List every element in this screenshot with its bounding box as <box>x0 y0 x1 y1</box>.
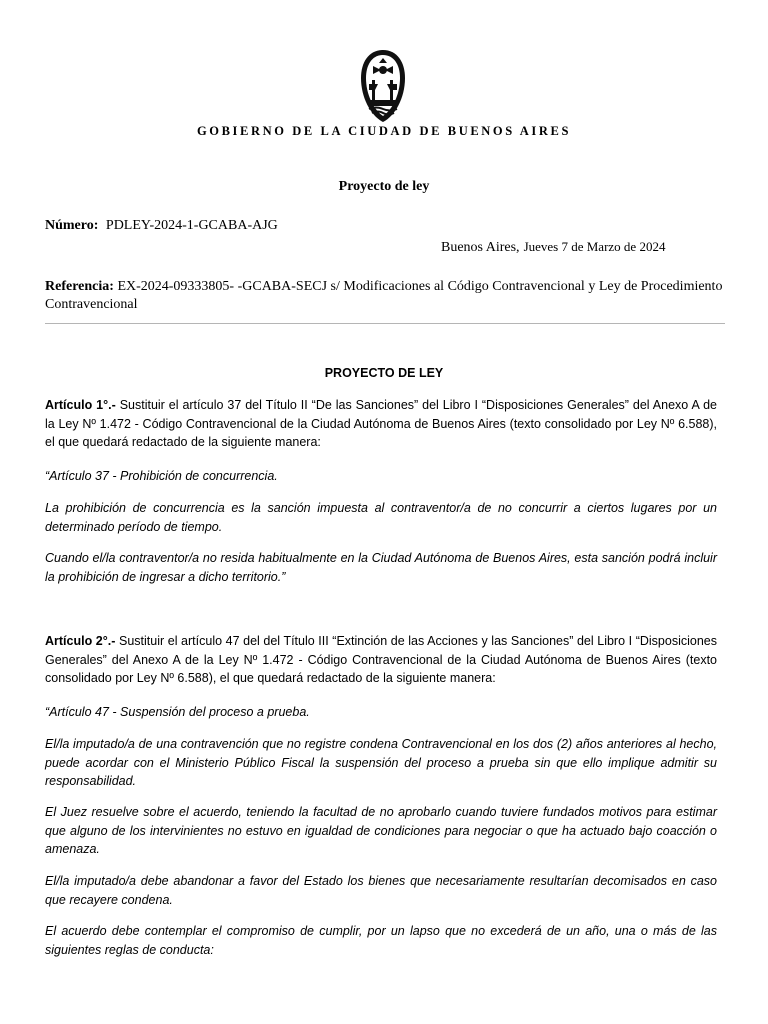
article-2-paragraph <box>45 632 717 688</box>
article-37-paragraph-1: La prohibición de concurrencia es la sanción impuesta al contraventor/a de no concurrir a ciertos lugares por un determinado período de tiempo. <box>45 501 717 534</box>
place-text: Buenos Aires, <box>441 240 520 255</box>
article-47-paragraph-1: El/la imputado/a de una contravención que no registre condena Contravencional en los dos (2) años anteriores al hecho, puede acordar con el Ministerio Público Fiscal la suspensión del proceso a prueba sin que ello implique admitir su responsabilidad. <box>45 737 717 788</box>
article-47-paragraph-2: El Juez resuelve sobre el acuerdo, teniendo la facultad de no aprobarlo cuando tuviere fundados motivos para estimar que alguno de los intervinientes no estuvo en igualdad de condiciones para negociar o que ha actuado bajo coacción o amenaza. <box>45 805 717 856</box>
document-number <box>45 218 278 234</box>
article-37-heading: “Artículo 37 - Prohibición de concurrencia. <box>45 469 278 483</box>
article-1-paragraph <box>45 396 717 452</box>
article-1-text: Sustituir el artículo 37 del Título II “De las Sanciones” del Libro I “Disposiciones Generales” del Anexo A de la Ley Nº 1.472 - Código Contravencional de la Ciudad Autónoma de Buenos Aires (texto consolidado por Ley Nº 6.588), el que quedará redactado de la siguiente manera: <box>45 398 717 449</box>
place-date <box>441 239 665 256</box>
article-2-text: Sustituir el artículo 47 del del Título III “Extinción de las Acciones y las Sanciones” del Libro I “Disposiciones Generales” del Anexo A de la Ley Nº 1.472 - Código Contravencional de la Ciudad Autónoma de Buenos Aires (texto consolidado por Ley Nº 6.588), el que quedará redactado de la siguiente manera: <box>45 634 717 685</box>
article-47-paragraph-4: El acuerdo debe contemplar el compromiso de cumplir, por un lapso que no excederá de un año, una o más de las siguientes reglas de conducta: <box>45 924 717 957</box>
article-47-heading: “Artículo 47 - Suspensión del proceso a prueba. <box>45 705 310 719</box>
article-47-paragraph-3: El/la imputado/a debe abandonar a favor del Estado los bienes que necesariamente resultarían decomisados en caso que recayere condena. <box>45 874 717 907</box>
date-text: Jueves 7 de Marzo de 2024 <box>523 239 666 254</box>
header-divider <box>45 323 725 324</box>
article-37-paragraph-2: Cuando el/la contraventor/a no resida habitualmente en la Ciudad Autónoma de Buenos Aires, esta sanción podrá incluir la prohibición de ingresar a dicho territorio.” <box>45 551 717 584</box>
law-project-title: PROYECTO DE LEY <box>324 366 444 380</box>
article-1-label: Artículo 1°.- <box>45 398 116 412</box>
number-value: PDLEY-2024-1-GCABA-AJG <box>105 218 278 233</box>
city-coat-of-arms-icon <box>357 48 409 124</box>
reference-label: Referencia: <box>45 279 114 294</box>
number-label: Número: <box>45 218 99 233</box>
reference-value: EX-2024-09333805- -GCABA-SECJ s/ Modificaciones al Código Contravencional y Ley de Procedimiento Contravencional <box>45 279 723 312</box>
article-2-label: Artículo 2°.- <box>45 634 116 648</box>
reference <box>45 278 725 314</box>
government-heading: GOBIERNO DE LA CIUDAD DE BUENOS AIRES <box>196 124 572 138</box>
document-type-title: Proyecto de ley <box>338 179 430 194</box>
